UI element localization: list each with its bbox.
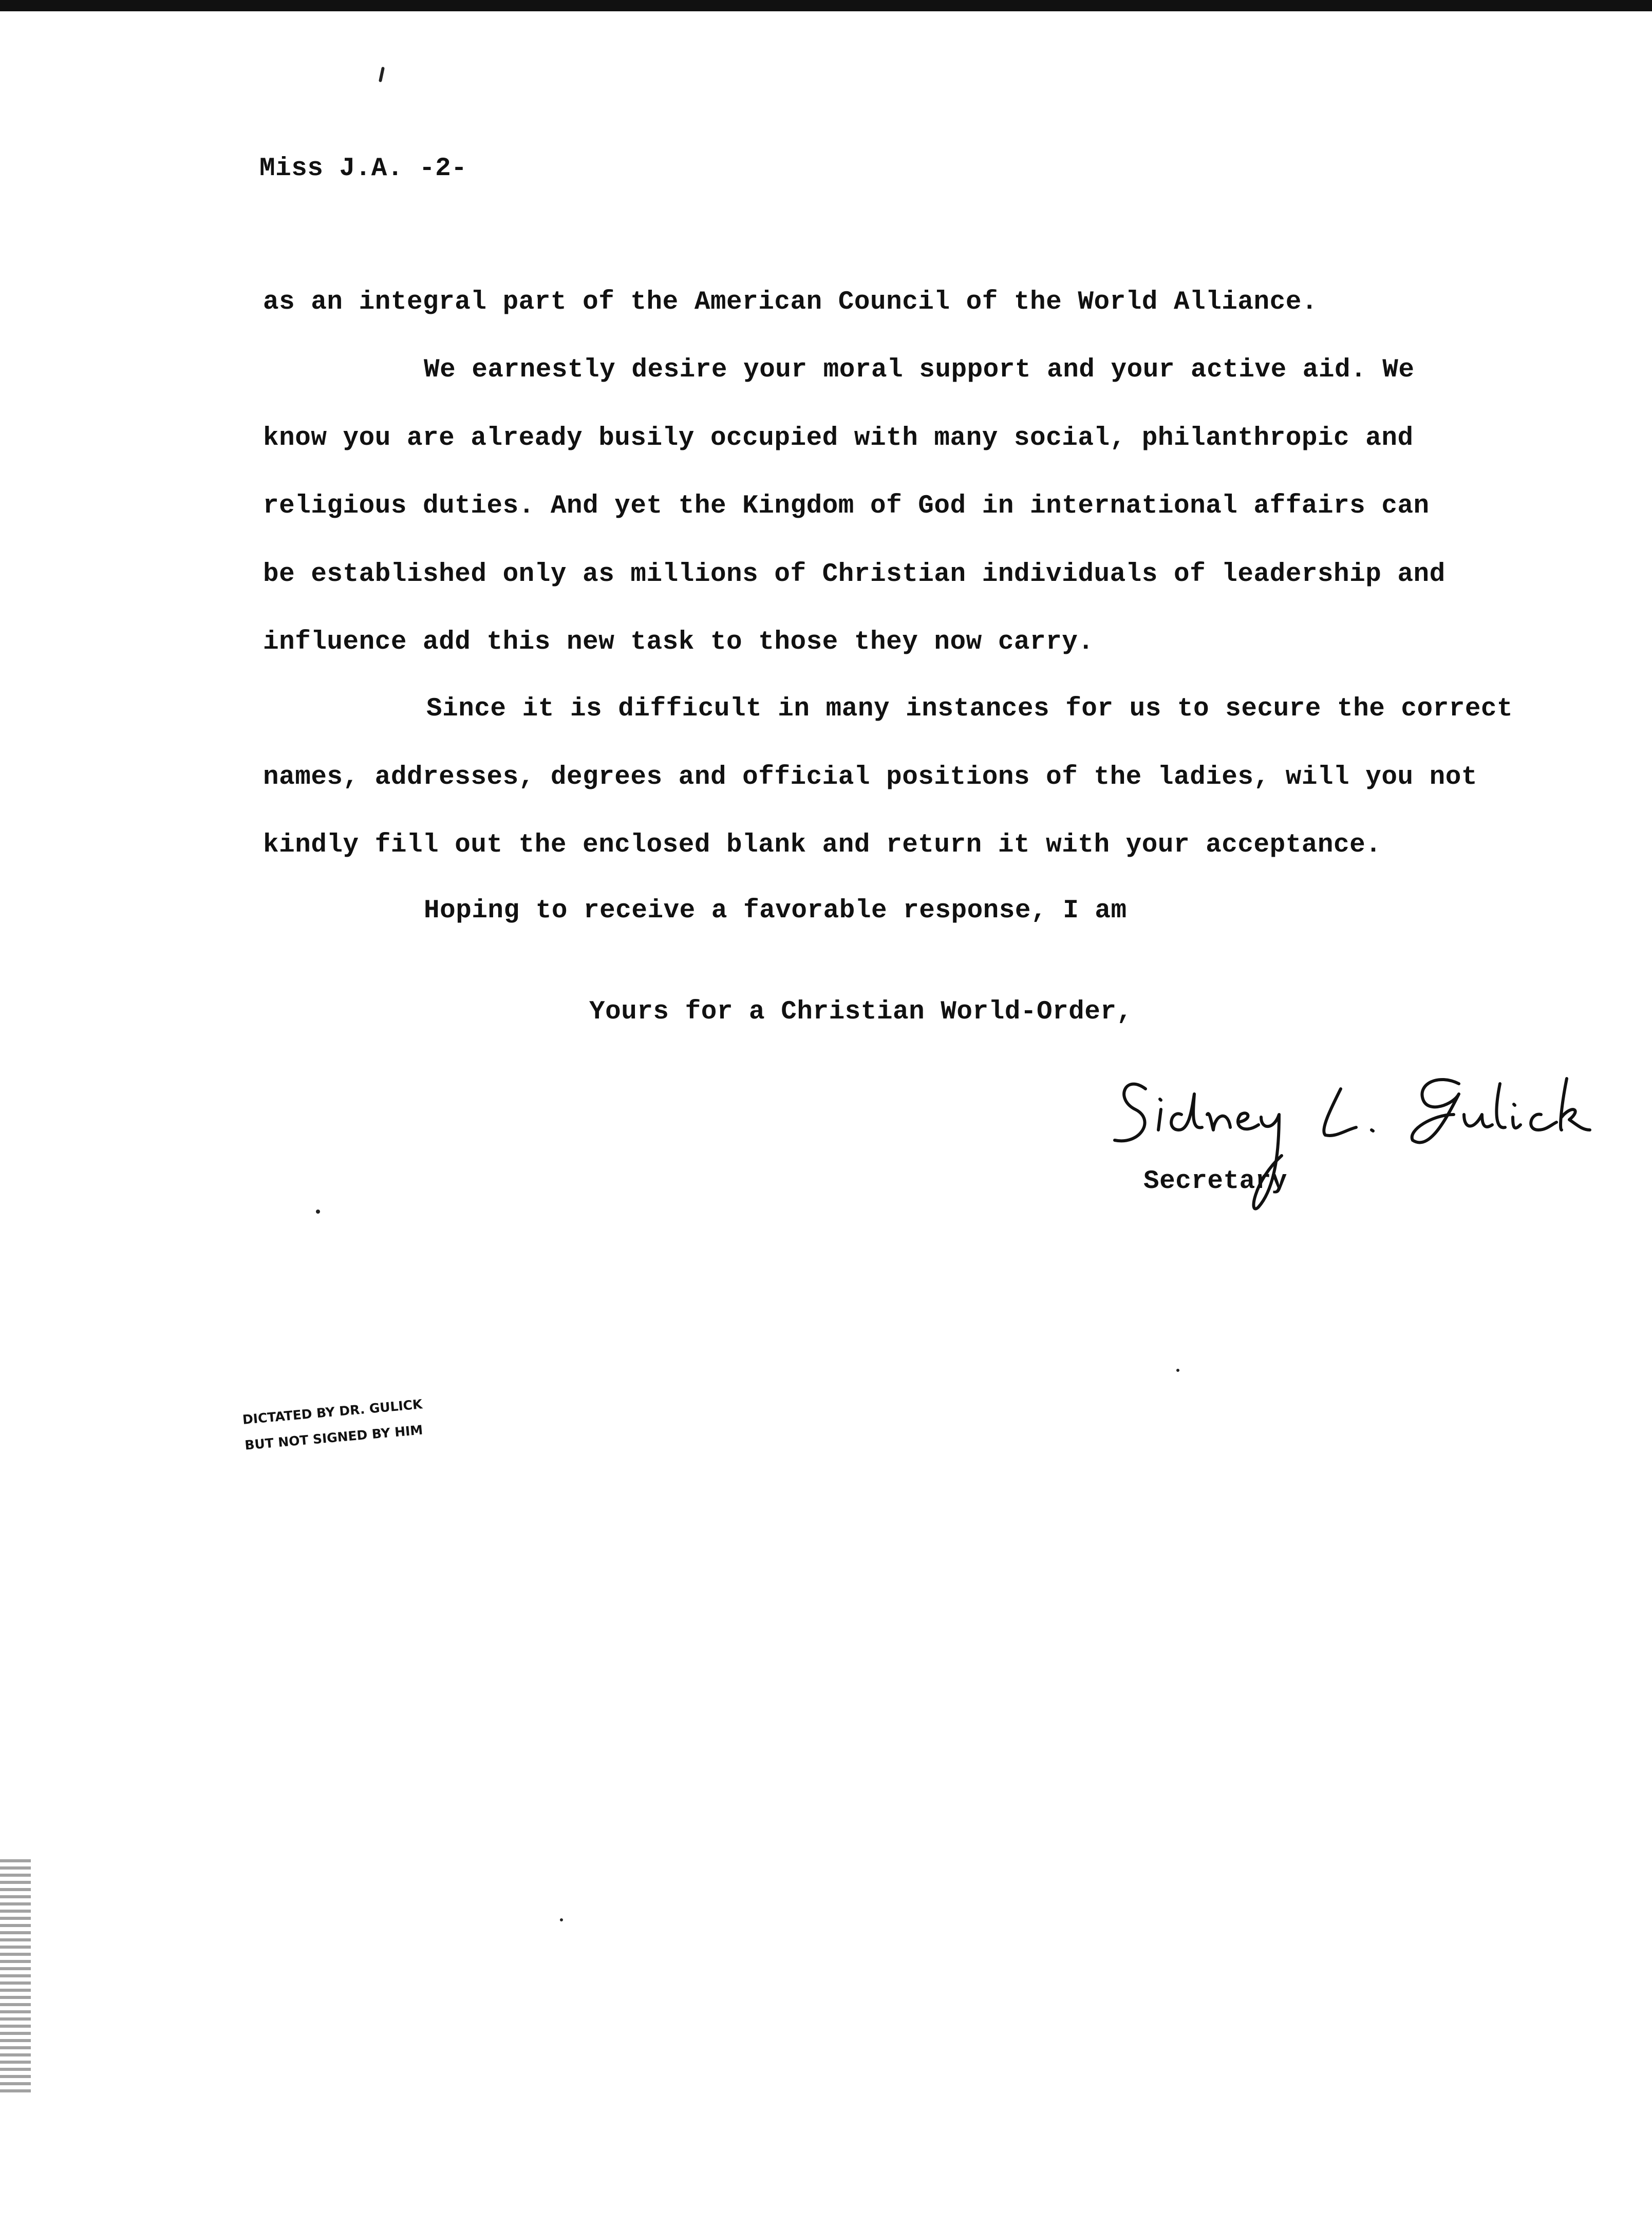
body-line: know you are already busily occupied with many social, philanthropic and <box>263 424 1414 453</box>
body-line: influence add this new task to those they now carry. <box>263 628 1094 657</box>
body-line: We earnestly desire your moral support and your active aid. We <box>424 355 1415 385</box>
signatory-title: Secretary <box>1143 1167 1287 1196</box>
page-header: Miss J.A. -2- <box>259 154 467 183</box>
scan-edge-noise <box>0 1859 31 2096</box>
stamp-line: BUT NOT SIGNED BY HIM <box>244 1422 424 1453</box>
signature <box>1104 1053 1592 1222</box>
body-line: names, addresses, degrees and official positions of the ladies, will you not <box>263 763 1477 792</box>
closing: Yours for a Christian World-Order, <box>589 997 1133 1027</box>
stamp-line: DICTATED BY DR. GULICK <box>241 1396 423 1427</box>
body-line: Hoping to receive a favorable response, I am <box>424 896 1127 926</box>
body-line: be established only as millions of Christian individuals of leadership and <box>263 560 1446 589</box>
scan-mark <box>379 67 385 83</box>
body-line: religious duties. And yet the Kingdom of God in international affairs can <box>263 492 1430 521</box>
scan-border <box>0 0 1652 11</box>
scan-speck <box>1176 1369 1179 1372</box>
body-line: kindly fill out the enclosed blank and return it with your acceptance. <box>263 831 1382 860</box>
dictation-stamp <box>241 1391 426 1458</box>
scan-speck <box>560 1918 563 1921</box>
body-line: as an integral part of the American Council of the World Alliance. <box>263 288 1318 317</box>
scan-speck <box>316 1210 320 1214</box>
body-line: Since it is difficult in many instances for us to secure the correct <box>426 694 1513 724</box>
